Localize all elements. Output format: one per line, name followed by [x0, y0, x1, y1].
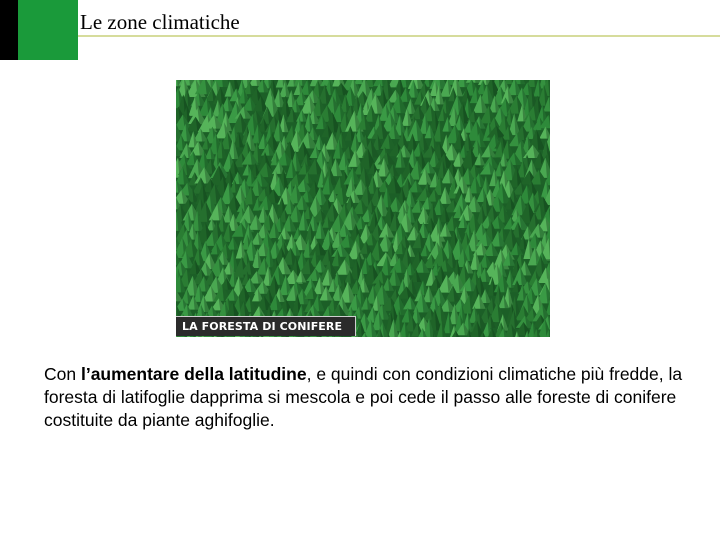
title-underline — [78, 35, 720, 37]
body-text-lead: Con — [44, 364, 81, 384]
title-accent-black-bar — [0, 0, 18, 60]
title-accent-green-block — [18, 0, 78, 60]
photo-caption: LA FORESTA DI CONIFERE — [176, 316, 356, 336]
body-paragraph — [44, 363, 684, 432]
body-text-rest: , e quindi con condizioni climatiche più fredde, la foresta di latifoglie dapprima si mescola e poi cede il passo alle foreste di conifere costituite da piante aghifoglie. — [44, 364, 683, 430]
body-text-emphasis: l’aumentare della latitudine — [80, 364, 307, 384]
conifer-forest-photo — [176, 80, 550, 337]
slide-title: Le zone climatiche — [80, 10, 240, 34]
forest-illustration — [176, 80, 550, 337]
